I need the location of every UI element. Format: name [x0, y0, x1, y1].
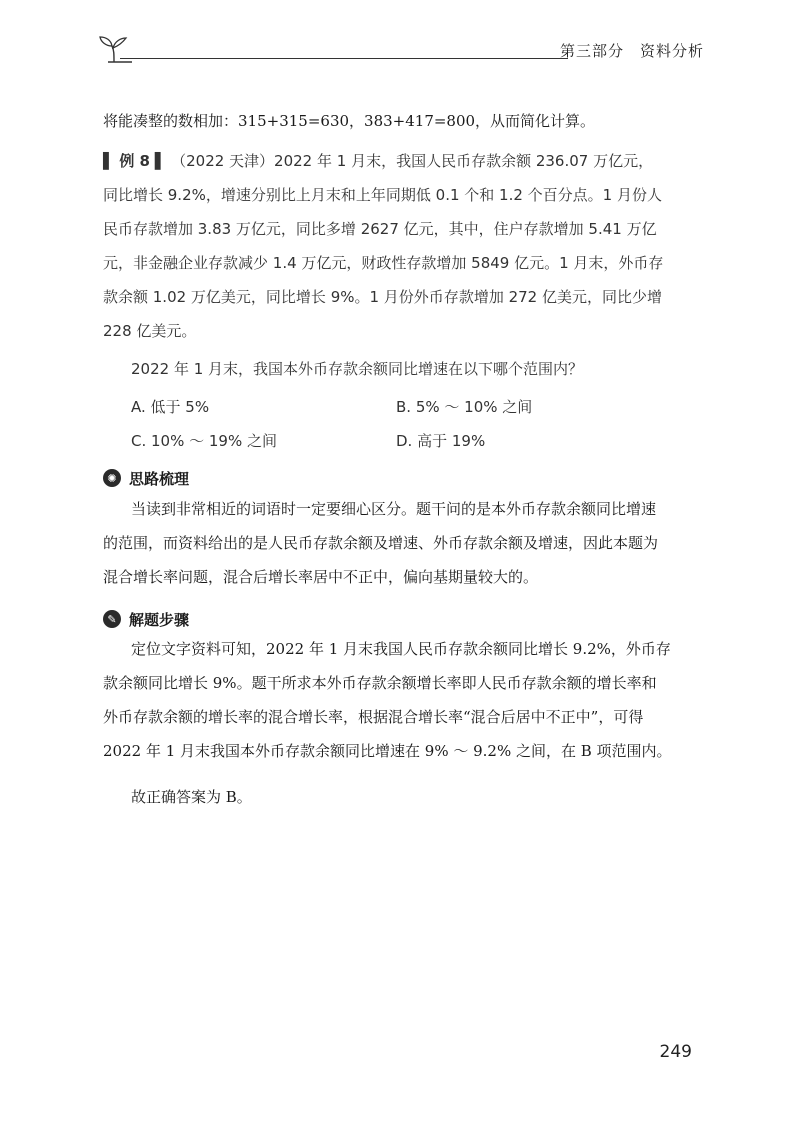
solution-line-1: 定位文字资料可知，2022 年 1 月末我国人民币存款余额同比增长 9.2%，外币存: [131, 640, 671, 658]
solution-heading: [103, 607, 189, 631]
example-label: 例 8: [119, 152, 150, 170]
example-line-2: 同比增长 9.2%，增速分别比上月末和上年同期低 0.1 个和 1.2 个百分点。1 月份人: [103, 186, 662, 204]
solution-line-3: 外币存款余额的增长率的混合增长率，根据混合增长率“混合后居中不正中”，可得: [103, 708, 644, 726]
thinking-line-3: 混合增长率问题，混合后增长率居中不正中，偏向基期量较大的。: [103, 568, 539, 586]
intro-paragraph: [103, 104, 695, 138]
intro-line: 将能凑整的数相加：315+315=630，383+417=800，从而简化计算。: [103, 112, 596, 130]
solution-title: 解题步骤: [129, 610, 190, 629]
sprout-icon: [96, 34, 132, 64]
thinking-paragraph: [103, 492, 695, 594]
option-b: B. 5% ～ 10% 之间: [396, 398, 533, 416]
example-line-5: 款余额 1.02 万亿美元，同比增长 9%。1 月份外币存款增加 272 亿美元，同比少增: [103, 288, 662, 306]
solution-line-2: 款余额同比增长 9%。题干所求本外币存款余额增长率即人民币存款余额的增长率和: [103, 674, 657, 692]
example-bracket-right: ▌: [154, 152, 167, 170]
thinking-line-1: 当读到非常相近的词语时一定要细心区分。题干问的是本外币存款余额同比增速: [131, 500, 657, 518]
section-title: 第三部分 资料分析: [559, 42, 704, 60]
pencil-icon: ✎: [103, 610, 121, 628]
example-line-6: 228 亿美元。: [103, 322, 197, 340]
lightbulb-icon: ✺: [103, 469, 121, 487]
example-line-4: 元，非金融企业存款减少 1.4 万亿元，财政性存款增加 5849 亿元。1 月末，外币存: [103, 254, 664, 272]
option-a: A. 低于 5%: [131, 398, 210, 416]
thinking-line-2: 的范围，而资料给出的是人民币存款余额及增速、外币存款余额及增速，因此本题为: [103, 534, 659, 552]
header-rule: [120, 58, 568, 59]
example-line-3: 民币存款增加 3.83 万亿元，同比多增 2627 亿元，其中，住户存款增加 5.41 万亿: [103, 220, 657, 238]
page-header: [90, 30, 710, 70]
option-c: C. 10% ～ 19% 之间: [131, 432, 277, 450]
thinking-title: 思路梳理: [129, 469, 190, 488]
example-text: （2022 天津）2022 年 1 月末，我国人民币存款余额 236.07 万亿元，: [171, 152, 654, 170]
option-d: D. 高于 19%: [396, 432, 486, 450]
example-paragraph: [103, 144, 695, 348]
example-line-1: [103, 144, 695, 178]
solution-paragraph: [103, 632, 695, 768]
example-bracket-left: ▌: [103, 152, 115, 170]
solution-line-4: 2022 年 1 月末我国本外币存款余额同比增速在 9% ～ 9.2% 之间，在 B 项范围内。: [103, 742, 672, 760]
page-number: 249: [659, 1042, 692, 1062]
question-paragraph: [103, 352, 695, 386]
answer-paragraph: [103, 780, 695, 814]
thinking-heading: [103, 466, 189, 490]
question-text: 2022 年 1 月末，我国本外币存款余额同比增速在以下哪个范围内？: [131, 360, 584, 378]
answer-text: 故正确答案为 B。: [131, 788, 252, 806]
